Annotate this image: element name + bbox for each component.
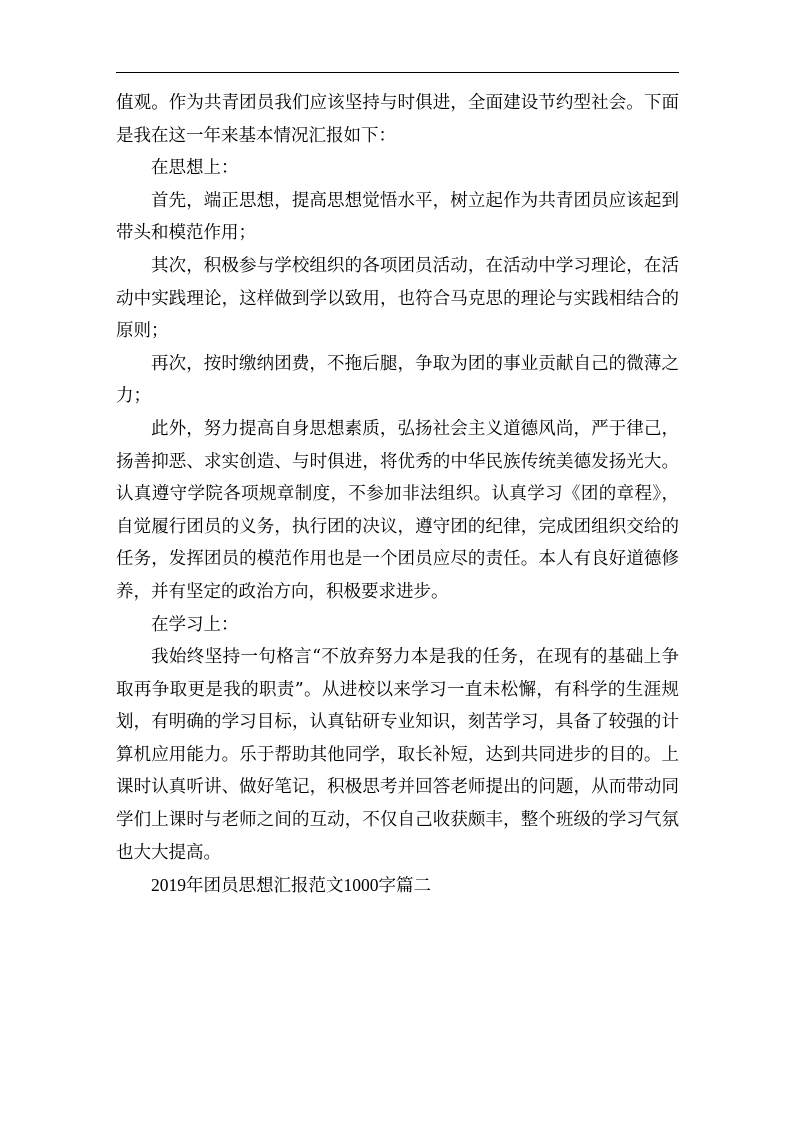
header-rule [116,72,679,73]
paragraph-second: 其次，积极参与学校组织的各项团员活动，在活动中学习理论，在活动中实践理论，这样做到学以致用，也符合马克思的理论与实践相结合的原则； [116,255,679,342]
paragraph-additionally: 此外，努力提高自身思想素质，弘扬社会主义道德风尚，严于律己，扬善抑恶、求实创造、与时俱进，将优秀的中华民族传统美德发扬光大。认真遵守学院各项规章制度，不参加非法组织。认真学习《团的章程》，自觉履行团员的义务，执行团的决议，遵守团的纪律，完成团组织交给的任务，发挥团员的模范作用也是一个团员应尽的责任。本人有良好道德修养，并有坚定的政治方向，积极要求进步。 [116,418,679,602]
paragraph-first: 首先，端正思想，提高思想觉悟水平，树立起作为共青团员应该起到带头和模范作用； [116,190,679,244]
paragraph-study: 我始终坚持一句格言“不放弃努力本是我的任务，在现有的基础上争取再争取更是我的职责”。从进校以来学习一直未松懈，有科学的生涯规划，有明确的学习目标，认真钻研专业知识，刻苦学习，具备了较强的计算机应用能力。乐于帮助其他同学，取长补短，达到共同进步的目的。上课时认真听讲、做好笔记，积极思考并回答老师提出的问题，从而带动同学们上课时与老师之间的互动，不仅自己收获颇丰，整个班级的学习气氛也大大提高。 [116,647,679,863]
paragraph-third: 再次，按时缴纳团费，不拖后腿，争取为团的事业贡献自己的微薄之力； [116,353,679,407]
paragraph-continuation: 值观。作为共青团员我们应该坚持与时俱进，全面建设节约型社会。下面是我在这一年来基本情况汇报如下： [116,93,679,146]
document-body [116,87,679,902]
section-heading-study: 在学习上： [151,614,239,635]
section-heading-ideology: 在思想上： [151,158,239,179]
next-article-title: 2019年团员思想汇报范文1000字篇二 [151,875,431,896]
